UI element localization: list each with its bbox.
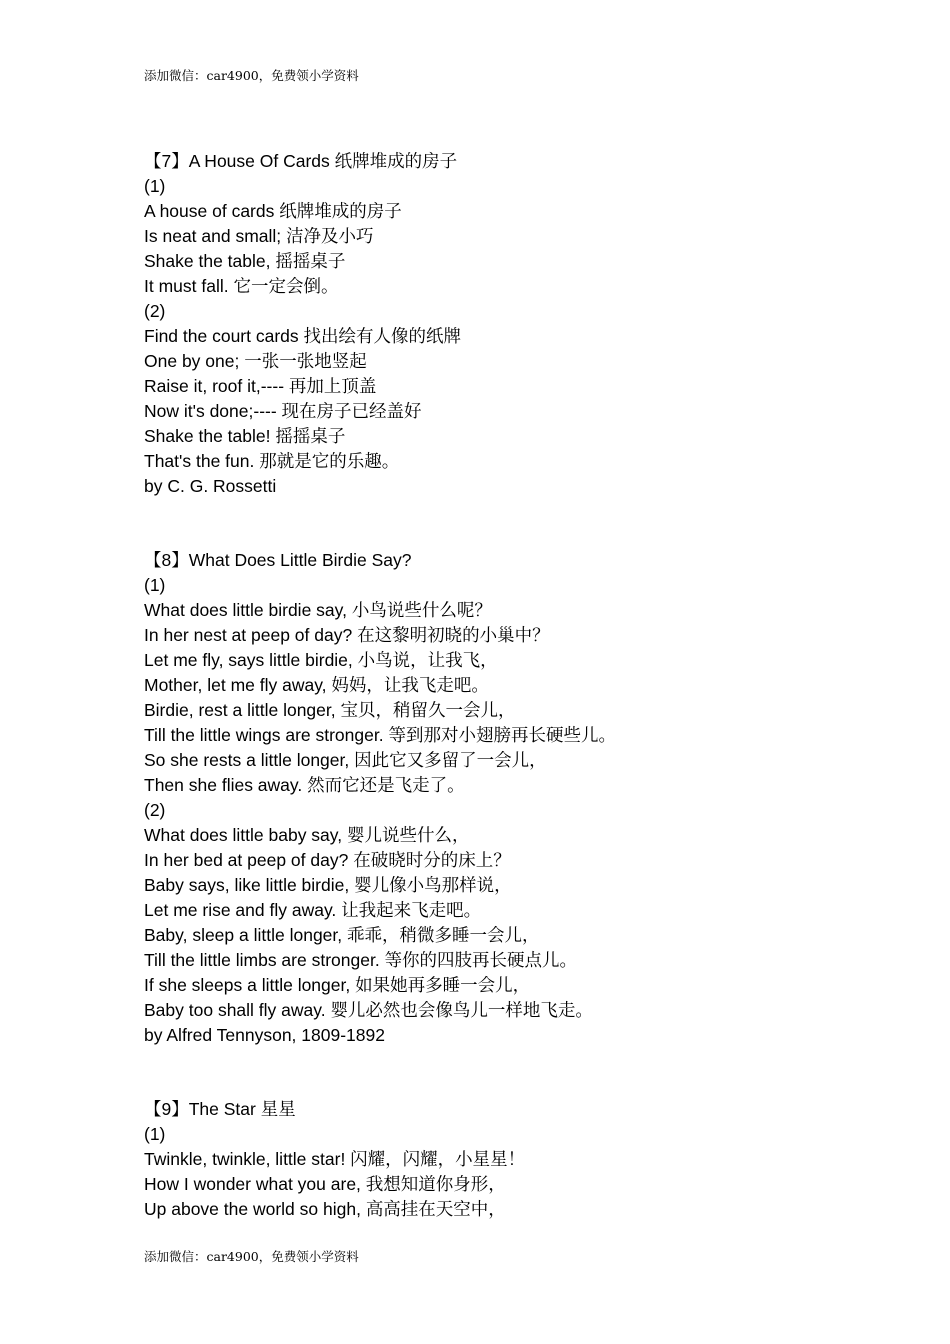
english-text: Then she flies away. xyxy=(144,775,308,795)
poem-line xyxy=(144,623,924,648)
poem-line xyxy=(144,698,924,723)
chinese-translation: 摇摇桌子 xyxy=(275,427,346,447)
chinese-translation: 洁净及小巧 xyxy=(286,227,374,247)
poem-line xyxy=(144,249,924,274)
poem-title xyxy=(144,149,924,174)
poem-title xyxy=(144,1097,924,1122)
document-body xyxy=(144,149,924,1222)
chinese-translation: 妈妈，让我飞走吧。 xyxy=(331,676,489,696)
chinese-translation: 闪耀，闪耀，小星星！ xyxy=(350,1150,526,1170)
poem-line xyxy=(144,748,924,773)
english-text: Baby too shall fly away. xyxy=(144,1000,331,1020)
english-text: 【7】A House Of Cards xyxy=(144,151,335,171)
chinese-translation: 然而它还是飞走了。 xyxy=(307,776,465,796)
chinese-translation: 现在房子已经盖好 xyxy=(281,402,422,422)
chinese-translation: 再加上顶盖 xyxy=(288,377,377,397)
chinese-translation: 小鸟说些什么呢？ xyxy=(351,601,492,621)
chinese-translation: 宝贝，稍留久一会儿， xyxy=(340,701,516,721)
poem-line xyxy=(144,1122,924,1147)
chinese-translation: 纸牌堆成的房子 xyxy=(279,202,402,222)
english-text: So she rests a little longer, xyxy=(144,750,355,770)
english-text: In her bed at peep of day? xyxy=(144,850,354,870)
chinese-translation: 等到那对小翅膀再长硬些儿。 xyxy=(388,726,616,746)
english-text: by Alfred Tennyson, 1809-1892 xyxy=(144,1025,385,1045)
english-text: Let me fly, says little birdie, xyxy=(144,650,358,670)
chinese-translation: 一张一张地竖起 xyxy=(244,352,367,372)
english-text: If she sleeps a little longer, xyxy=(144,975,356,995)
poem-line xyxy=(144,773,924,798)
english-text: (1) xyxy=(144,176,166,196)
poem-line xyxy=(144,798,924,823)
chinese-translation: 因此它又多留了一会儿， xyxy=(354,751,547,771)
chinese-translation: 乖乖，稍微多睡一会儿， xyxy=(347,926,540,946)
english-text: (2) xyxy=(144,800,166,820)
english-text: It must fall. xyxy=(144,276,234,296)
english-text: In her nest at peep of day? xyxy=(144,625,358,645)
poem-line xyxy=(144,224,924,249)
english-text: Twinkle, twinkle, little star! xyxy=(144,1149,351,1169)
english-text: Shake the table, xyxy=(144,251,276,271)
english-text: Up above the world so high, xyxy=(144,1199,366,1219)
chinese-translation: 高高挂在天空中， xyxy=(365,1200,506,1220)
english-text: Till the little wings are stronger. xyxy=(144,725,389,745)
poem-line xyxy=(144,199,924,224)
poem-title xyxy=(144,548,924,573)
poem-line xyxy=(144,848,924,873)
poem-section xyxy=(144,1097,924,1222)
poem-line xyxy=(144,1023,924,1048)
chinese-translation: 让我起来飞走吧。 xyxy=(341,901,482,921)
page-footer-note: 添加微信：car4900，免费领小学资料 xyxy=(144,1249,359,1264)
section-spacer xyxy=(144,1048,924,1097)
poem-line xyxy=(144,299,924,324)
chinese-translation: 摇摇桌子 xyxy=(275,252,346,272)
english-text: What does little baby say, xyxy=(144,825,347,845)
poem-line xyxy=(144,573,924,598)
poem-line xyxy=(144,598,924,623)
english-text: A house of cards xyxy=(144,201,280,221)
poem-line xyxy=(144,399,924,424)
poem-line xyxy=(144,923,924,948)
chinese-translation: 婴儿说些什么， xyxy=(346,826,470,846)
poem-line xyxy=(144,673,924,698)
poem-line xyxy=(144,424,924,449)
english-text: Shake the table! xyxy=(144,426,276,446)
poem-line xyxy=(144,723,924,748)
english-text: (1) xyxy=(144,575,166,595)
english-text: by C. G. Rossetti xyxy=(144,476,277,496)
poem-line xyxy=(144,1147,924,1172)
chinese-translation: 它一定会倒。 xyxy=(233,277,339,297)
poem-line xyxy=(144,274,924,299)
english-text: Find the court cards xyxy=(144,326,304,346)
chinese-translation: 小鸟说，让我飞， xyxy=(357,651,498,671)
english-text: (1) xyxy=(144,1124,166,1144)
poem-line xyxy=(144,898,924,923)
poem-line xyxy=(144,1197,924,1222)
chinese-translation: 在这黎明初晓的小巢中？ xyxy=(357,626,550,646)
chinese-translation: 等你的四肢再长硬点儿。 xyxy=(384,951,578,971)
english-text: (2) xyxy=(144,301,166,321)
section-spacer xyxy=(144,499,924,548)
chinese-translation: 纸牌堆成的房子 xyxy=(334,152,458,172)
poem-line xyxy=(144,973,924,998)
english-text: Till the little limbs are stronger. xyxy=(144,950,385,970)
english-text: One by one; xyxy=(144,351,245,371)
english-text: Mother, let me fly away, xyxy=(144,675,332,695)
poem-line xyxy=(144,324,924,349)
english-text: Let me rise and fly away. xyxy=(144,900,342,920)
english-text: What does little birdie say, xyxy=(144,600,352,620)
chinese-translation: 那就是它的乐趣。 xyxy=(259,452,400,472)
english-text: 【9】The Star xyxy=(144,1099,261,1119)
poem-line xyxy=(144,449,924,474)
chinese-translation: 找出绘有人像的纸牌 xyxy=(303,327,462,347)
english-text: Raise it, roof it,---- xyxy=(144,376,289,396)
english-text: Baby, sleep a little longer, xyxy=(144,925,347,945)
english-text: Baby says, like little birdie, xyxy=(144,875,355,895)
poem-line xyxy=(144,374,924,399)
chinese-translation: 我想知道你身形， xyxy=(365,1175,506,1195)
poem-line xyxy=(144,1172,924,1197)
english-text: Birdie, rest a little longer, xyxy=(144,700,341,720)
poem-line xyxy=(144,998,924,1023)
poem-line xyxy=(144,873,924,898)
poem-line xyxy=(144,948,924,973)
poem-section xyxy=(144,548,924,1048)
page-header-note: 添加微信：car4900，免费领小学资料 xyxy=(144,68,359,83)
english-text: That's the fun. xyxy=(144,451,260,471)
chinese-translation: 星星 xyxy=(260,1100,296,1120)
english-text: How I wonder what you are, xyxy=(144,1174,366,1194)
english-text: 【8】What Does Little Birdie Say? xyxy=(144,550,412,570)
english-text: Is neat and small; xyxy=(144,226,287,246)
chinese-translation: 在破晓时分的床上？ xyxy=(353,851,511,871)
english-text: Now it's done;---- xyxy=(144,401,282,421)
poem-section xyxy=(144,149,924,499)
chinese-translation: 婴儿像小鸟那样说， xyxy=(354,876,512,896)
poem-line xyxy=(144,474,924,499)
chinese-translation: 如果她再多睡一会儿， xyxy=(355,976,531,996)
poem-line xyxy=(144,648,924,673)
poem-line xyxy=(144,174,924,199)
chinese-translation: 婴儿必然也会像鸟儿一样地飞走。 xyxy=(330,1001,593,1021)
poem-line xyxy=(144,823,924,848)
poem-line xyxy=(144,349,924,374)
